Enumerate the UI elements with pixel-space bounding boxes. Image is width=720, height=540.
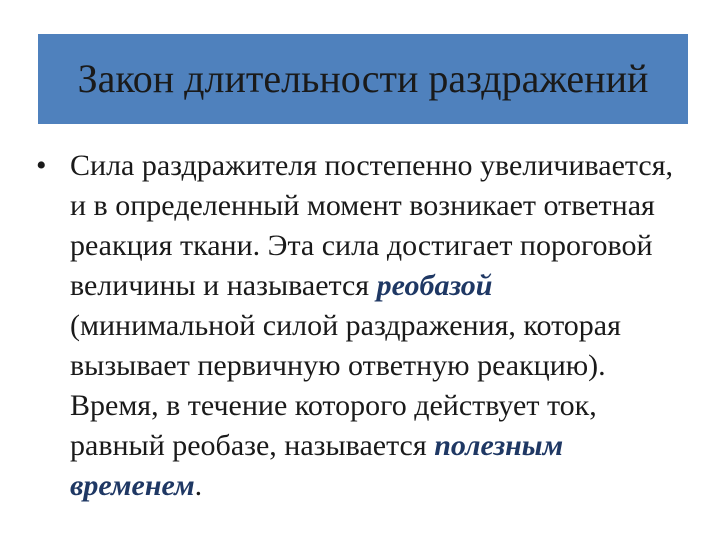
body-text-part-2: (минимальной силой раздражения, которая вызывает первичную ответную реакцию). Время, в течение которого действует ток, равный реобазе, называется [70,309,621,462]
body-text-part-1: Сила раздражителя постепенно увеличивается, и в определенный момент возникает ответная реакция ткани. Эта сила достигает пороговой величины и называется [70,149,674,302]
slide-title: Закон длительности раздражений [77,56,649,101]
bullet-text [70,146,676,506]
term-useful-time: полезным временем [70,429,564,502]
term-reobase: реобазой [376,269,493,302]
title-bar [38,34,688,124]
body-text-part-3: . [194,469,203,502]
content-area [36,146,676,506]
bullet-item [36,146,676,506]
bullet-marker: • [36,149,47,182]
